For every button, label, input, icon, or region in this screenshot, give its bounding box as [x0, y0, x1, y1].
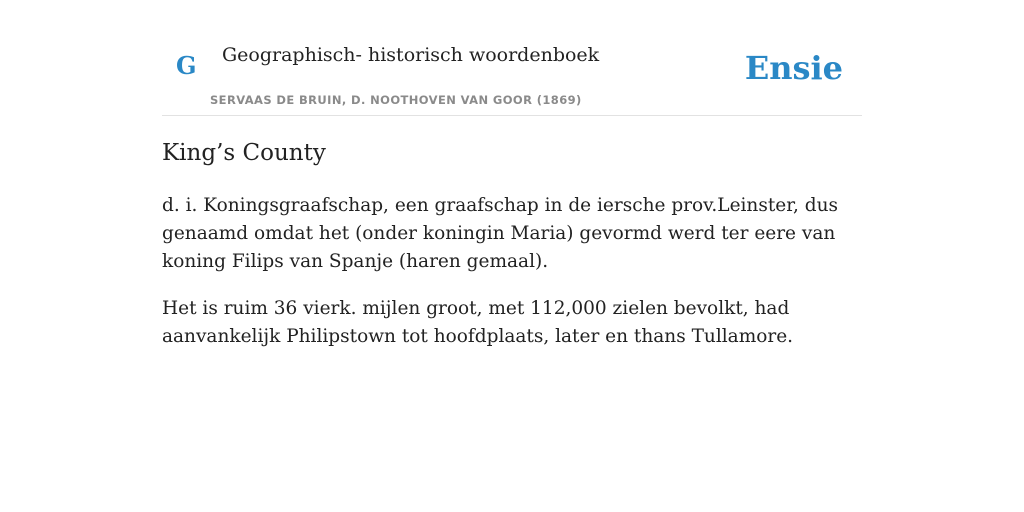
book-letter-icon[interactable]: G — [176, 51, 197, 80]
entry-title: King’s County — [162, 140, 326, 166]
entry-body — [162, 192, 862, 370]
entry-paragraph: d. i. Koningsgraafschap, een graafschap in de iersche prov.Leinster, dus genaamd omdat het (onder koningin Maria) gevormd werd ter eere van koning Filips van Spanje (haren gemaal). — [162, 195, 839, 272]
entry-paragraph: Het is ruim 36 vierk. mijlen groot, met 112,000 zielen bevolkt, had aanvankelijk Philipstown tot hoofdplaats, later en thans Tullamore. — [162, 298, 794, 347]
page-container — [162, 0, 862, 347]
book-header — [162, 0, 862, 116]
ensie-logo-link[interactable]: Ensie — [744, 49, 843, 87]
book-title-link[interactable]: Geographisch- historisch woordenboek — [222, 44, 600, 66]
book-authors-year: SERVAAS DE BRUIN, D. NOOTHOVEN VAN GOOR (1869) — [210, 93, 582, 107]
